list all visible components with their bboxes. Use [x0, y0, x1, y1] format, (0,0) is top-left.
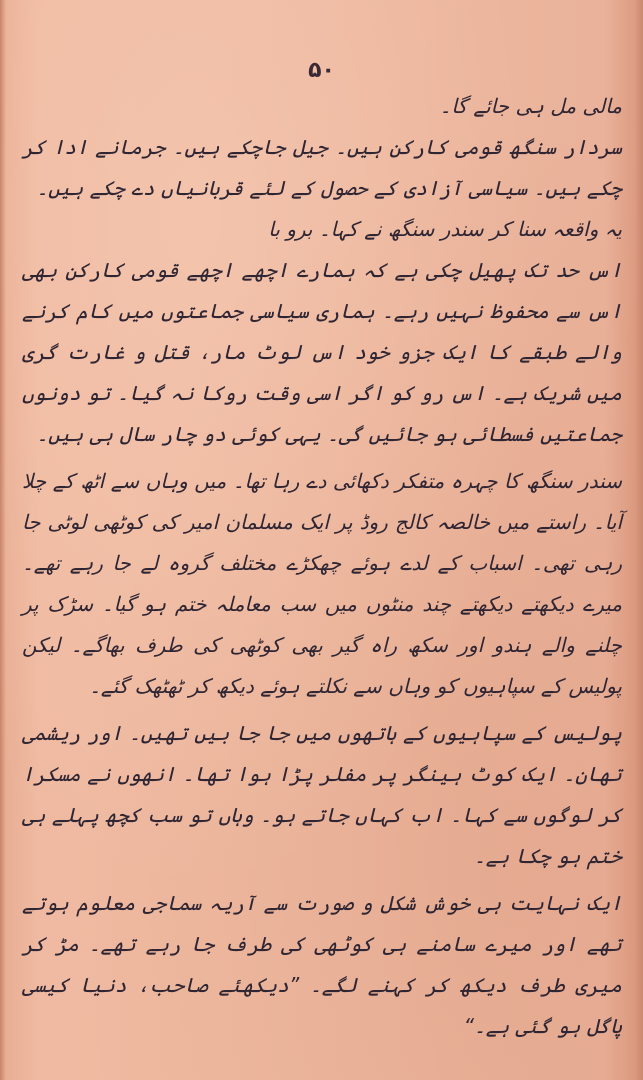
- paragraph-incident-narration: یہ واقعہ سنا کر سندر سنگھ نے کہا۔ برو با: [268, 217, 622, 241]
- handwritten-urdu-text: [22, 86, 622, 1047]
- page-number: ۵۰: [308, 58, 335, 83]
- page-edge-shadow-right: [635, 0, 643, 1080]
- paragraph-sardar-singh: سردار سنگھ قومی کارکن ہیں۔ جیل جاچکے ہیں۔ جرمانے ادا کر چکے ہیں۔ سیاسی آزادی کے حصول کے لئے قربانیاں دے چکے ہیں۔: [22, 135, 622, 200]
- paragraph-arya-samaji: ایک نہایت ہی خوش شکل و صورت سے آریہ سماجی معلوم ہوتے تھے اور میرے سامنے ہی کوٹھی کی طرف جا رہے تھے۔ مڑ کر میری طرف دیکھ کر کہنے لگے۔ ”دیکھئے صاحب، دنیا کیسی پاگل ہو گئی ہے۔“: [22, 891, 622, 1038]
- paragraph-khalsa-college-road: سندر سنگھ کا چہرہ متفکر دکھائی دے رہا تھا۔ میں وہاں سے اٹھ کے چلا آیا۔ راستے میں خالصہ کالج روڈ پر ایک مسلمان امیر کی کوٹھی لوٹی جا رہی تھی۔ اسباب کے لدے ہوئے چھکڑے مختلف گروہ لے جا رہے تھے۔ میرے دیکھتے دیکھتے چند منٹوں میں سب معاملہ ختم ہو گیا۔ سڑک پر چلنے والے ہندو اور سکھ راہ گیر بھی کوٹھی کی طرف بھاگے۔ لیکن پولیس کے سپاہیوں کو وہاں سے نکلتے ہوئے دیکھ کر ٹھٹھک گئے۔: [22, 469, 622, 698]
- paragraph-police-soldiers: پولیس کے سپاہیوں کے ہاتھوں میں جا جا بیں تھیں۔ اور ریشمی تھان۔ ایک کوٹ ہینگر پر مفلر پڑا ہوا تھا۔ انھوں نے مسکرا کر لوگوں سے کہا۔ اب کہاں جاتے ہو۔ وہاں تو سب کچھ پہلے ہی ختم ہو چکا ہے۔: [22, 721, 622, 868]
- page-edge-shadow-left: [0, 0, 6, 1080]
- paragraph-political-parties: اس حد تک پھیل چکی ہے کہ ہمارے اچھے اچھے قومی کارکن بھی اس سے محفوظ نہیں رہے۔ ہماری سیاسی جماعتوں میں کام کرنے والے طبقے کا ایک جزو خود اس لوٹ مار، قتل و غارت گری میں شریک ہے۔ اس رو کو اگر اسی وقت روکا نہ گیا۔ تو دونوں جماعتیں فسطائی ہو جائیں گی۔ یہی کوئی دو چار سال ہی ہیں۔: [22, 258, 622, 446]
- text-line-fragment: مالی مل ہی جائے گا۔: [439, 94, 622, 118]
